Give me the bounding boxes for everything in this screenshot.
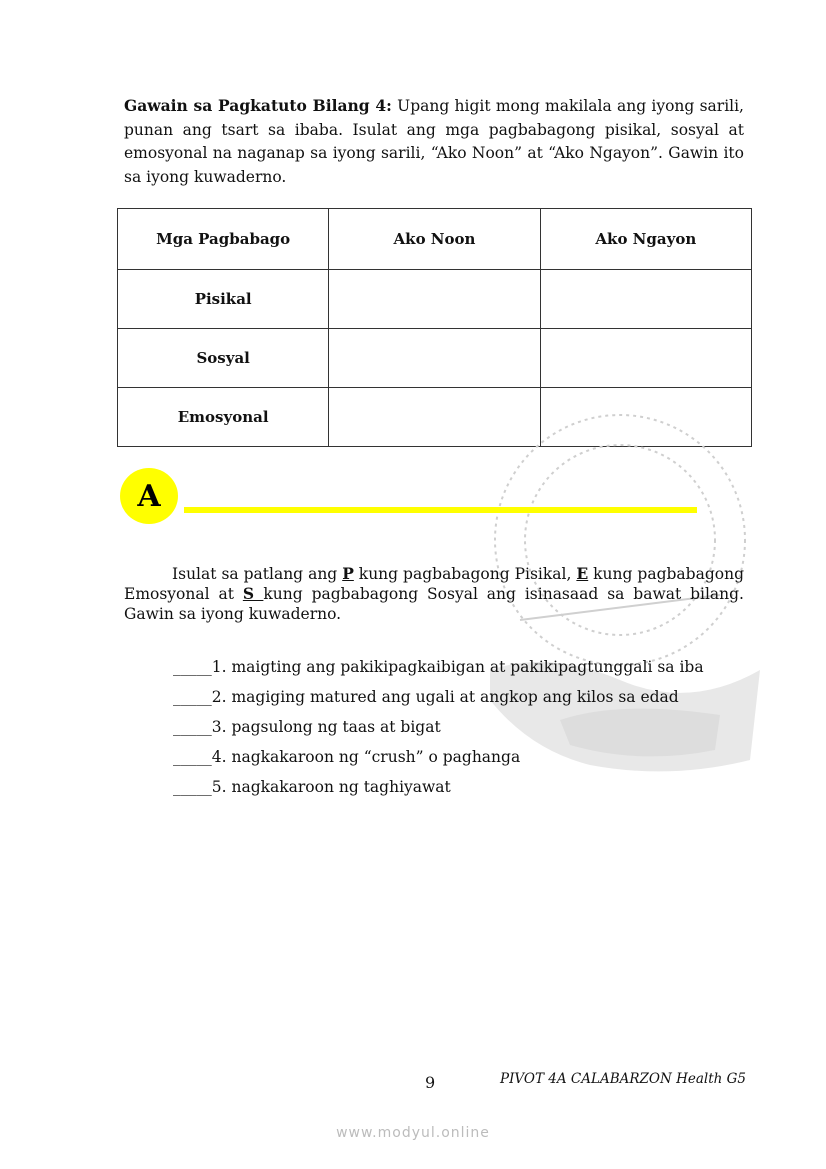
intro-paragraph — [124, 94, 744, 189]
header-mga-pagbabago: Mga Pagbabago — [118, 209, 329, 270]
list-item: _____1. maigting ang pakikipagkaibigan at pakikipagtunggali sa iba — [173, 658, 704, 676]
instr-text-1: Isulat sa patlang ang — [172, 565, 343, 583]
cell-pisikal-noon — [329, 270, 540, 329]
header-ako-ngayon: Ako Ngayon — [540, 209, 751, 270]
letter-p: P — [342, 564, 354, 583]
intro-text: Upang higit mong makilala ang iyong sarili, punan ang tsart sa ibaba. Isulat ang mga pagbabagong pisikal, sosyal at emosyonal na naganap sa iyong sarili, “Ako Noon” at “Ako Ngayon”. Gawin ito sa iyong kuwaderno. — [124, 97, 744, 186]
row-label-emosyonal: Emosyonal — [118, 388, 329, 447]
list-item: _____5. nagkakaroon ng taghiyawat — [173, 778, 451, 796]
chart-row-pisikal — [118, 270, 752, 329]
chart-header-row — [118, 209, 752, 270]
section-letter-badge: A — [120, 468, 178, 524]
page-number: 9 — [425, 1073, 436, 1092]
row-label-pisikal: Pisikal — [118, 270, 329, 329]
instr-text-3: kung pagbabagong Emosyonal at — [124, 565, 744, 603]
list-item: _____3. pagsulong ng taas at bigat — [173, 718, 441, 736]
instructions-paragraph — [124, 564, 744, 624]
footer-title: PIVOT 4A CALABARZON Health G5 — [500, 1071, 747, 1087]
list-item: _____4. nagkakaroon ng “crush” o paghanga — [173, 748, 521, 766]
letter-s: S — [242, 584, 264, 603]
instr-text-4: kung pagbabagong Sosyal ang isinasaad sa bawat bilang. Gawin sa iyong kuwaderno. — [124, 585, 744, 623]
site-watermark: www.modyul.online — [336, 1125, 490, 1141]
cell-pisikal-ngayon — [540, 270, 751, 329]
letter-e: E — [576, 564, 589, 583]
instr-text-2: kung pagbabagong Pisikal, — [353, 565, 577, 583]
activity-heading: Gawain sa Pagkatuto Bilang 4: — [124, 96, 392, 115]
header-ako-noon: Ako Noon — [329, 209, 540, 270]
row-label-sosyal: Sosyal — [118, 329, 329, 388]
section-underline — [184, 507, 697, 513]
item-list — [173, 652, 753, 802]
list-item: _____2. magiging matured ang ugali at angkop ang kilos sa edad — [173, 688, 679, 706]
